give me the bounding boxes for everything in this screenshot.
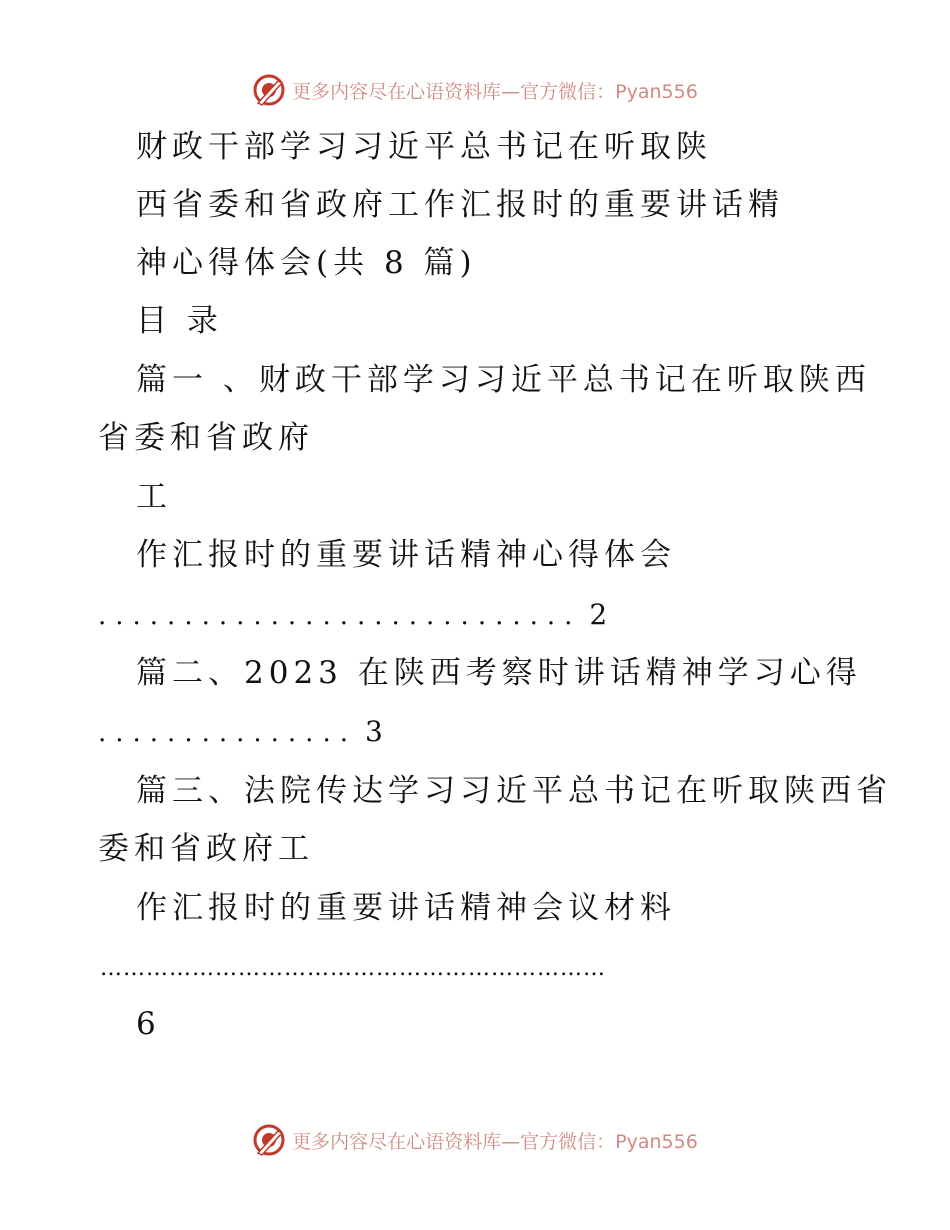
toc-entry-2-leader	[98, 714, 383, 751]
toc-entry-1-page: 2	[589, 598, 608, 631]
doc-title-line-2: 西省委和省政府工作汇报时的重要讲话精	[136, 187, 784, 223]
toc-entry-3-leader: …………………………………………………………	[100, 956, 606, 981]
toc-entry-3-page: 6	[136, 1006, 161, 1042]
watermark-text: 更多内容尽在心语资料库—官方微信：Pyan556	[292, 1130, 698, 1153]
pen-logo-icon	[252, 73, 286, 107]
toc-entry-1-line-1: 篇一 、财政干部学习习近平总书记在听取陕西	[136, 362, 871, 398]
toc-entry-2-line-1: 篇二、2023 在陕西考察时讲话精神学习心得	[136, 655, 862, 691]
leader-dots: ............................	[98, 601, 582, 631]
doc-title-line-1: 财政干部学习习近平总书记在听取陕	[136, 129, 712, 165]
pen-logo-icon	[252, 1123, 286, 1157]
leader-dots: ...............	[98, 718, 357, 748]
toc-entry-1-line-4: 作汇报时的重要讲话精神心得体会	[136, 537, 676, 573]
toc-entry-3-line-3: 作汇报时的重要讲话精神会议材料	[136, 890, 676, 926]
watermark-text: 更多内容尽在心语资料库—官方微信：Pyan556	[292, 80, 698, 103]
footer-watermark	[0, 1120, 950, 1160]
toc-entry-3-line-1: 篇三、法院传达学习习近平总书记在听取陕西省	[136, 773, 892, 809]
toc-entry-1-leader	[98, 597, 607, 634]
toc-entry-3-line-2: 委和省政府工	[98, 831, 314, 867]
toc-entry-2-page: 3	[364, 715, 383, 748]
toc-entry-1-line-2: 省委和省政府	[98, 420, 314, 456]
toc-heading: 目 录	[136, 303, 223, 339]
header-watermark	[0, 70, 950, 110]
doc-title-line-3: 神心得体会(共 8 篇)	[136, 245, 477, 281]
toc-entry-1-line-3: 工	[136, 479, 172, 515]
